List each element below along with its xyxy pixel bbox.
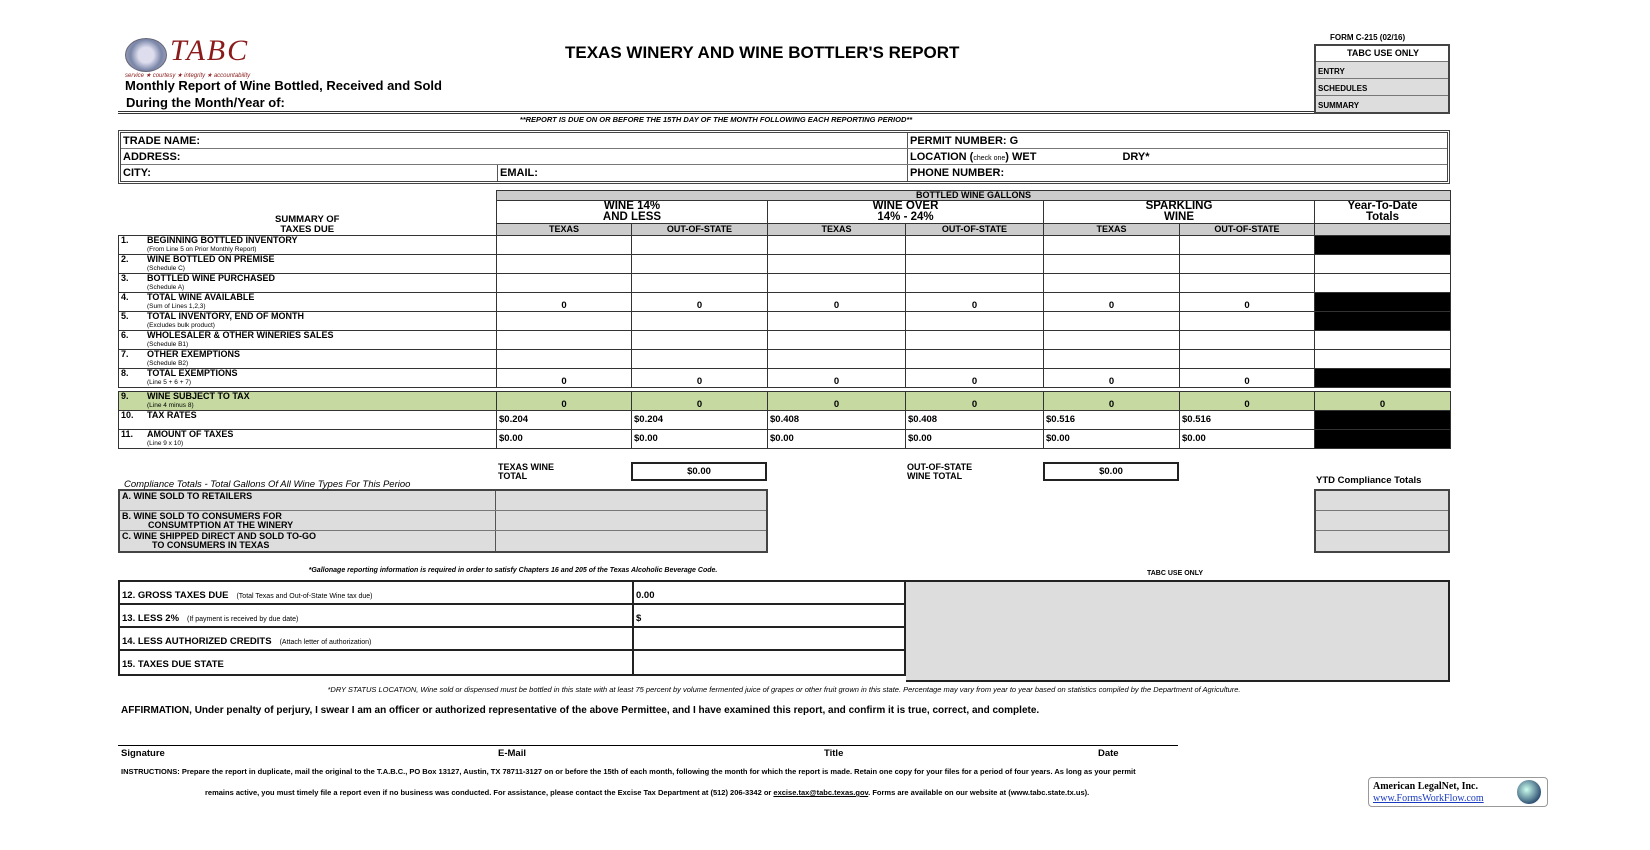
line-number: 10. (121, 410, 134, 420)
signature-line[interactable] (118, 745, 1178, 746)
summary-field: SUMMARY (1316, 95, 1448, 112)
ytd-compliance-b[interactable] (1316, 511, 1448, 531)
table-row (119, 350, 1451, 369)
texas-wine-total-label (498, 463, 554, 481)
compliance-label-2: TO CONSUMERS IN TEXAS (152, 540, 270, 550)
ytd-cell[interactable] (1315, 350, 1451, 369)
line-number: 7. (121, 349, 129, 359)
gallons-cell[interactable] (497, 255, 632, 274)
taxes-due-state-row (120, 651, 904, 674)
tabc-use-only-box (1314, 44, 1450, 114)
gallons-cell[interactable] (1180, 350, 1315, 369)
tax-amount-cell: $0.00 (1180, 429, 1315, 448)
gallons-cell[interactable] (497, 331, 632, 350)
gallons-cell[interactable]: 0 (632, 369, 768, 388)
email-field[interactable]: EMAIL: (498, 165, 908, 181)
group-line-2: WINE (1163, 211, 1195, 223)
line-number: 5. (121, 311, 129, 321)
line-label (119, 392, 497, 411)
gallons-cell[interactable] (768, 312, 906, 331)
phone-number-field[interactable]: PHONE NUMBER: (910, 167, 1005, 179)
table-row-wine-subject-to-tax (119, 392, 1451, 411)
gallons-cell[interactable] (632, 255, 768, 274)
gallons-cell[interactable] (768, 236, 906, 255)
gallons-cell[interactable] (906, 331, 1044, 350)
taxable-cell: 0 (1044, 392, 1180, 411)
ytd-cell (1315, 312, 1451, 331)
gallons-cell[interactable] (632, 274, 768, 293)
tax-rate-cell: $0.204 (632, 411, 768, 430)
ytd-compliance-a[interactable] (1316, 491, 1448, 511)
divider (118, 111, 1314, 114)
compliance-label: B. WINE SOLD TO CONSUMERS FOR (122, 511, 282, 521)
ytd-cell[interactable] (1315, 331, 1451, 350)
gallons-cell[interactable] (632, 350, 768, 369)
check-one-note: check one (973, 155, 1006, 162)
date-label: Date (1098, 748, 1119, 759)
city-field[interactable]: CITY: (121, 165, 498, 181)
table-row (119, 369, 1451, 388)
gallons-cell[interactable]: 0 (632, 293, 768, 312)
logo-text: TABC (170, 34, 250, 67)
table-row-tax-rates (119, 411, 1451, 430)
gallons-cell[interactable] (906, 274, 1044, 293)
gallons-cell[interactable] (768, 350, 906, 369)
texas-seal-icon (125, 38, 167, 72)
gallons-cell[interactable] (1180, 331, 1315, 350)
summary-title-line2: TAXES DUE (280, 224, 335, 235)
tax-rate-cell: $0.204 (497, 411, 632, 430)
line-label (119, 274, 497, 293)
line-number: 11. (121, 429, 134, 439)
affirmation: AFFIRMATION, Under penalty of perjury, I swear I am an officer or authorized representative of the above Permittee, and I have examined this report, and confirm it is true, correct, and complete. (121, 705, 1040, 716)
line-number: 2. (121, 254, 129, 264)
instructions: INSTRUCTIONS: Prepare the report in duplicate, mail the original to the T.A.B.C., PO Box 13127, Austin, TX 78711-3127 on or before the 15th of each month, following the month for which the report is made. Retain one copy for your files for a period of four years. As long as your permit (121, 767, 1136, 776)
ytd-subheader-blank (1315, 224, 1451, 236)
formsworkflow-link[interactable]: www.FormsWorkFlow.com (1373, 793, 1484, 804)
column-group-header (497, 201, 768, 224)
tabc-use-only-label: TABC USE ONLY (1146, 570, 1203, 577)
tax-label: 14. LESS AUTHORIZED CREDITS (122, 636, 272, 647)
line-note: (Excludes bulk product) (147, 322, 215, 329)
ytd-cell[interactable] (1315, 274, 1451, 293)
line-number: 3. (121, 273, 129, 283)
summary-title (119, 191, 497, 236)
ytd-taxable-cell: 0 (1315, 392, 1451, 411)
gallons-cell[interactable]: 0 (497, 293, 632, 312)
gallons-cell[interactable]: 0 (768, 293, 906, 312)
location-label: LOCATION ( (910, 151, 974, 163)
dry-status-note: *DRY STATUS LOCATION, Wine sold or dispensed must be bottled in this state with at least 75 percent by volume fermented juice of grapes or other fruit grown in this state. Percentage may vary from year to year based on statistics compiled by the Department of Agriculture. (327, 685, 1241, 694)
logo-tagline: service ★ courtesy ★ integrity ★ accountability (125, 73, 251, 79)
gallonage-note: *Gallonage reporting information is required in order to satisfy Chapters 16 and 205 of the Texas Alcoholic Beverage Code. (308, 567, 718, 574)
compliance-label: C. WINE SHIPPED DIRECT AND SOLD TO-GO (122, 531, 317, 541)
schedules-field: SCHEDULES (1316, 78, 1448, 95)
location-dry-option[interactable]: DRY* (1122, 151, 1150, 163)
title-label: Title (824, 748, 844, 759)
line-note: (Schedule A) (147, 284, 185, 291)
compliance-table (118, 489, 768, 553)
gallons-cell[interactable] (497, 236, 632, 255)
address-field[interactable]: ADDRESS: (121, 149, 908, 164)
table-row (119, 274, 1451, 293)
group-line-1: WINE 14% (603, 200, 661, 212)
instructions-text-end: . Forms are available on our website at (www.tabc.state.tx.us). (868, 788, 1090, 797)
gallons-cell[interactable] (768, 255, 906, 274)
line-title: TOTAL WINE AVAILABLE (147, 292, 255, 302)
line-title: WINE BOTTLED ON PREMISE (147, 254, 275, 264)
gross-taxes-row (120, 582, 904, 605)
gallons-cell[interactable] (497, 312, 632, 331)
tax-amount-cell: $0.00 (497, 429, 632, 448)
line-note: (Schedule B2) (147, 360, 189, 367)
ytd-compliance-title: YTD Compliance Totals (1316, 475, 1422, 486)
line-title: TAX RATES (147, 410, 197, 420)
texas-wine-total: $0.00 (631, 462, 767, 481)
ytd-cell (1315, 369, 1451, 388)
ytd-cell (1315, 293, 1451, 312)
ytd-compliance-totals (1314, 489, 1450, 553)
column-subheader: OUT-OF-STATE (632, 224, 768, 236)
group-line-2: Totals (1365, 211, 1399, 223)
ytd-cell (1315, 236, 1451, 255)
entry-field: ENTRY (1316, 61, 1448, 78)
line-title: AMOUNT OF TAXES (147, 429, 234, 439)
gallons-cell[interactable] (1044, 236, 1180, 255)
oos-wine-total-label (907, 463, 972, 481)
taxable-cell: 0 (768, 392, 906, 411)
table-row (119, 312, 1451, 331)
group-line-1: Year-To-Date (1347, 200, 1418, 212)
gallons-cell[interactable] (632, 236, 768, 255)
excise-email-link[interactable]: excise.tax@tabc.texas.gov (773, 788, 869, 797)
bottled-wine-gallons-header: BOTTLED WINE GALLONS (497, 191, 1451, 201)
permit-number-field[interactable]: PERMIT NUMBER: G (910, 135, 1019, 147)
taxes-due-state-value[interactable] (634, 651, 638, 674)
badge-company: American LegalNet, Inc. (1373, 781, 1478, 792)
gross-taxes-value[interactable]: 0.00 (636, 590, 655, 601)
globe-icon (1517, 780, 1541, 804)
texas-total-label-1: TEXAS WINE (498, 462, 555, 472)
gallons-cell[interactable] (632, 312, 768, 331)
gallons-cell[interactable] (906, 312, 1044, 331)
table-row (119, 331, 1451, 350)
line-number: 8. (121, 368, 129, 378)
gallons-cell[interactable] (1180, 255, 1315, 274)
column-group-header (1315, 201, 1451, 224)
oos-total-label-1: OUT-OF-STATE (907, 462, 973, 472)
gallons-cell[interactable]: 0 (1044, 293, 1180, 312)
column-subheader: OUT-OF-STATE (906, 224, 1044, 236)
less-2-percent-value[interactable]: $ (636, 613, 642, 624)
line-label (119, 255, 497, 274)
gallons-cell[interactable] (632, 331, 768, 350)
tax-note: (Attach letter of authorization) (279, 639, 372, 646)
tabc-use-only-area (906, 580, 1450, 682)
column-subheader: TEXAS (1044, 224, 1180, 236)
tabc-use-title: TABC USE ONLY (1316, 46, 1448, 61)
authorized-credits-value[interactable] (634, 628, 638, 649)
table-row (119, 236, 1451, 255)
gallons-cell[interactable]: 0 (1180, 369, 1315, 388)
tax-note: (If payment is received by due date) (187, 616, 299, 623)
column-subheader: TEXAS (497, 224, 632, 236)
line-note: (Sum of Lines 1,2,3) (147, 303, 206, 310)
gallons-cell[interactable] (1044, 255, 1180, 274)
table-row-amount-of-taxes (119, 429, 1451, 448)
compliance-input[interactable] (496, 491, 766, 510)
gallons-cell[interactable] (1044, 350, 1180, 369)
taxable-cell: 0 (1180, 392, 1315, 411)
gallons-cell[interactable] (497, 274, 632, 293)
ytd-cell (1315, 411, 1451, 430)
gallons-cell[interactable]: 0 (906, 369, 1044, 388)
gallons-cell[interactable]: 0 (497, 369, 632, 388)
tax-rate-cell: $0.516 (1180, 411, 1315, 430)
instructions-continued (205, 788, 1089, 797)
bottled-wine-gallons-table (118, 190, 1451, 449)
line-note: (Line 4 minus 8) (147, 402, 194, 409)
line-title: BOTTLED WINE PURCHASED (147, 273, 275, 283)
compliance-row-b (120, 511, 766, 531)
gallons-cell[interactable] (906, 255, 1044, 274)
due-notice: **REPORT IS DUE ON OR BEFORE THE 15TH DAY OF THE MONTH FOLLOWING EACH REPORTING PERIOD** (519, 115, 913, 124)
taxable-cell: 0 (497, 392, 632, 411)
gallons-cell[interactable]: 0 (1044, 369, 1180, 388)
tax-amount-cell: $0.00 (906, 429, 1044, 448)
gallons-cell[interactable] (906, 350, 1044, 369)
tax-label: 12. GROSS TAXES DUE (122, 590, 229, 601)
group-line-2: 14% - 24% (877, 211, 934, 223)
american-legalnet-badge[interactable] (1368, 777, 1548, 807)
column-subheader: TEXAS (768, 224, 906, 236)
group-line-1: SPARKLING (1145, 200, 1213, 212)
taxable-cell: 0 (906, 392, 1044, 411)
tax-label: 15. TAXES DUE STATE (122, 659, 224, 670)
line-label (119, 293, 497, 312)
line-title: TOTAL EXEMPTIONS (147, 368, 238, 378)
gallons-cell[interactable] (768, 331, 906, 350)
line-note: (Line 5 + 6 + 7) (147, 379, 192, 386)
gallons-cell[interactable] (497, 350, 632, 369)
subtitle: Monthly Report of Wine Bottled, Received and Sold (125, 78, 442, 93)
compliance-label: A. WINE SOLD TO RETAILERS (122, 491, 253, 501)
line-title: WHOLESALER & OTHER WINERIES SALES (147, 330, 334, 340)
tax-amount-cell: $0.00 (1044, 429, 1180, 448)
column-group-header (1044, 201, 1315, 224)
tax-label: 13. LESS 2% (122, 613, 180, 624)
taxes-due-table (118, 580, 906, 676)
instructions-text: remains active, you must timely file a report even if no business was conducted. For assistance, please contact the Excise Tax Department at (512) 206-3342 or (205, 788, 774, 797)
compliance-row-c (120, 531, 766, 551)
location-field[interactable] (908, 149, 1447, 164)
line-label (119, 411, 497, 430)
gallons-cell[interactable]: 0 (1180, 293, 1315, 312)
texas-total-label-2: TOTAL (498, 471, 528, 481)
ytd-compliance-c[interactable] (1316, 531, 1448, 551)
tax-rate-cell: $0.408 (906, 411, 1044, 430)
table-row (119, 255, 1451, 274)
tabc-logo (125, 34, 305, 80)
tax-note: (Total Texas and Out-of-State Wine tax due) (236, 593, 373, 600)
column-group-header (768, 201, 1044, 224)
line-label (119, 312, 497, 331)
signature-label: Signature (121, 748, 165, 759)
line-label (119, 331, 497, 350)
gallons-cell[interactable]: 0 (768, 369, 906, 388)
group-line-1: WINE OVER (872, 200, 939, 212)
line-note: (Line 9 x 10) (147, 439, 184, 447)
tax-amount-cell: $0.00 (768, 429, 906, 448)
line-title: BEGINNING BOTTLED INVENTORY (147, 235, 298, 245)
form-number: FORM C-215 (02/16) (1330, 33, 1406, 42)
line-label (119, 236, 497, 255)
taxable-cell: 0 (632, 392, 768, 411)
compliance-label-2: CONSUMTPTION AT THE WINERY (148, 520, 294, 530)
table-row (119, 293, 1451, 312)
permittee-info (118, 130, 1450, 184)
email-signature-label: E-Mail (498, 748, 526, 759)
line-note: (Schedule B1) (147, 341, 189, 348)
column-subheader: OUT-OF-STATE (1180, 224, 1315, 236)
line-note: (From Line 5 on Prior Monthly Report) (147, 246, 257, 253)
compliance-input[interactable] (496, 531, 766, 551)
gallons-cell[interactable] (1044, 312, 1180, 331)
line-title: OTHER EXEMPTIONS (147, 349, 241, 359)
ytd-cell[interactable] (1315, 255, 1451, 274)
line-number: 6. (121, 330, 129, 340)
gallons-cell[interactable] (768, 274, 906, 293)
line-note: (Schedule C) (147, 265, 185, 272)
tax-rate-cell: $0.408 (768, 411, 906, 430)
gallons-cell[interactable] (1180, 236, 1315, 255)
group-line-2: AND LESS (602, 211, 662, 223)
gallons-cell[interactable] (1180, 312, 1315, 331)
oos-wine-total: $0.00 (1043, 462, 1179, 481)
gallons-cell[interactable] (1044, 331, 1180, 350)
line-number: 4. (121, 292, 129, 302)
line-label (119, 350, 497, 369)
less-2-percent-row (120, 605, 904, 628)
ytd-cell (1315, 429, 1451, 448)
gallons-cell[interactable] (1180, 274, 1315, 293)
tax-amount-cell: $0.00 (632, 429, 768, 448)
line-number: 9. (121, 391, 129, 401)
month-year-label[interactable]: During the Month/Year of: (126, 95, 285, 110)
line-label (119, 369, 497, 388)
line-number: 1. (121, 235, 129, 245)
page-title: TEXAS WINERY AND WINE BOTTLER'S REPORT (565, 43, 960, 62)
gallons-cell[interactable]: 0 (906, 293, 1044, 312)
line-title: TOTAL INVENTORY, END OF MONTH (147, 311, 305, 321)
gallons-cell[interactable] (906, 236, 1044, 255)
compliance-input[interactable] (496, 511, 766, 530)
compliance-row-a (120, 491, 766, 511)
gallons-cell[interactable] (1044, 274, 1180, 293)
tax-rate-cell: $0.516 (1044, 411, 1180, 430)
location-wet-option[interactable]: ) WET (1005, 151, 1037, 163)
line-label (119, 429, 497, 448)
authorized-credits-row (120, 628, 904, 651)
oos-total-label-2: WINE TOTAL (907, 471, 963, 481)
compliance-title: Compliance Totals - Total Gallons Of All Wine Types For This Perioo (124, 479, 411, 490)
summary-title-line1: SUMMARY OF (275, 214, 340, 225)
trade-name-field[interactable]: TRADE NAME: (121, 133, 908, 148)
line-title: WINE SUBJECT TO TAX (147, 391, 250, 401)
